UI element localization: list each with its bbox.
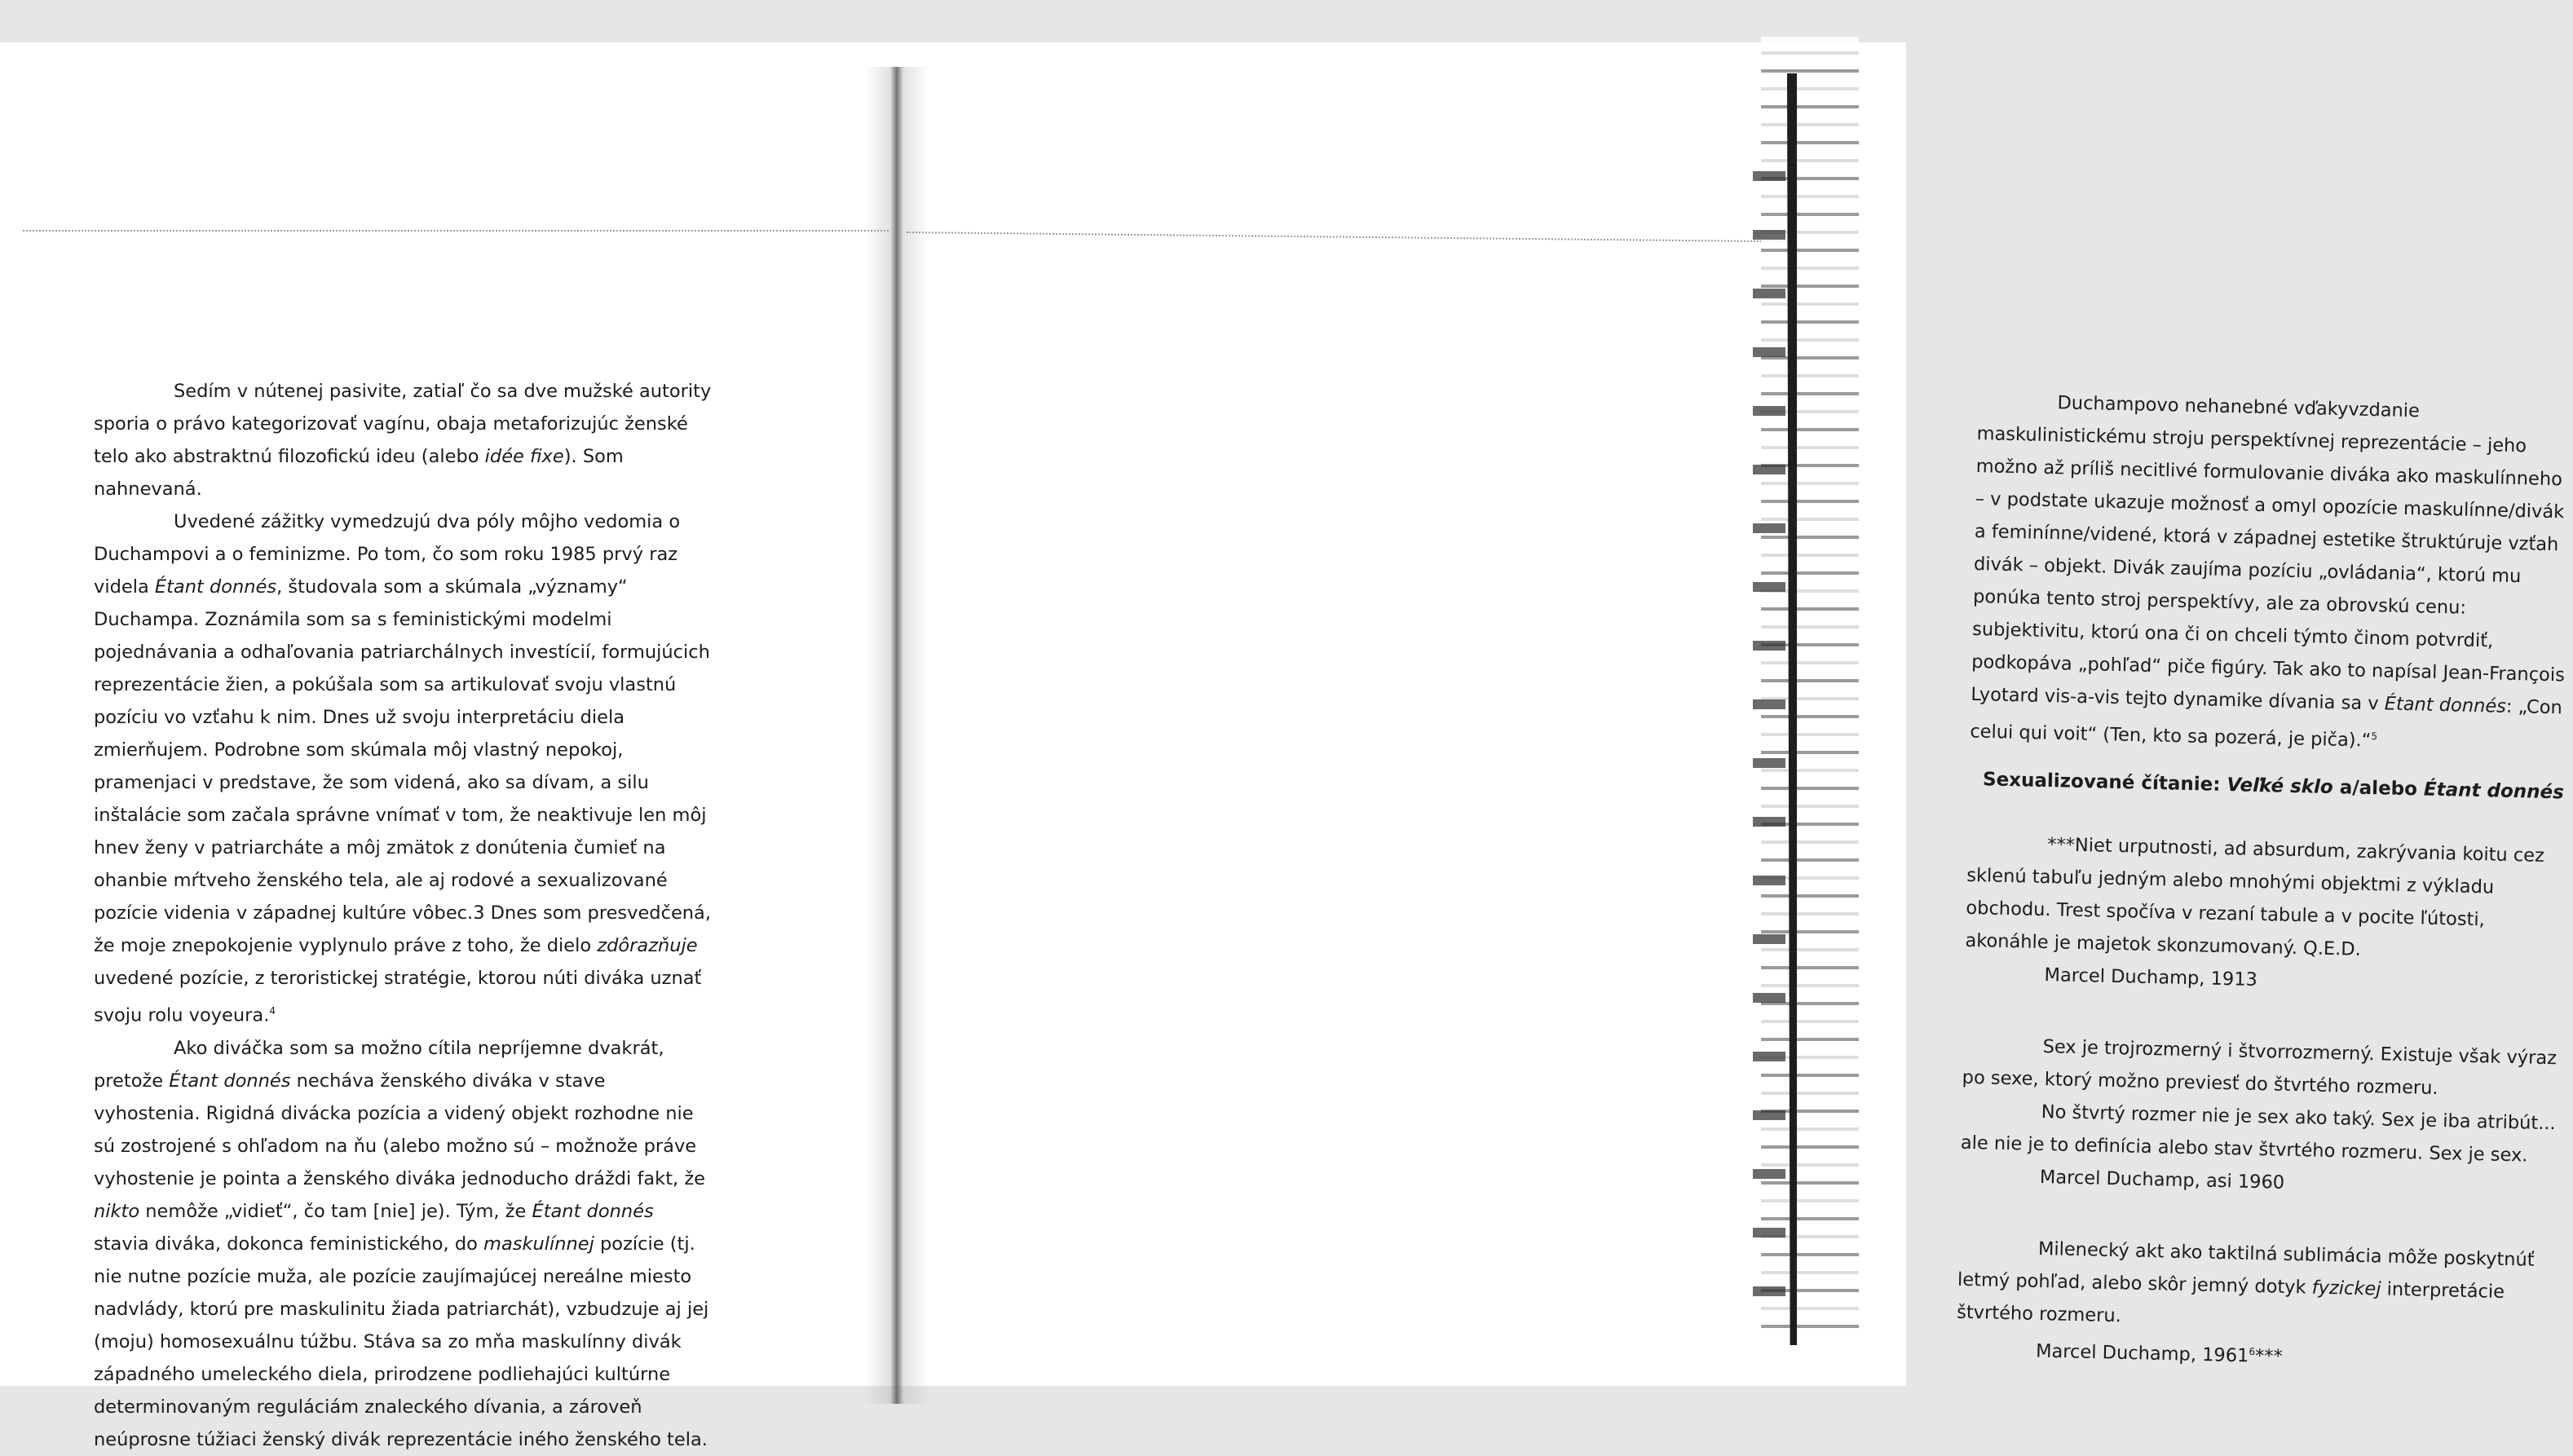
- text-run: ***Niet urputnosti, ad absurdum, zakrývania koitu cez sklenú tabuľu jedným alebo mnohými objektmi z výkladu obchodu. Trest spočíva v rezaní tabule a v pocite ľútosti, akonáhle je majetok skonzumovaný. Q.E.D.: [1965, 833, 2545, 960]
- text-run: Uvedené zážitky vymedzujú dva póly môjho vedomia o Duchampovi a o feminizme. Po tom, čo som roku 1985 prvý raz videla: [94, 511, 681, 598]
- quote-text: [1965, 826, 2562, 970]
- text-run: pozície (tj. nie nutne pozície muža, ale pozície zaujímajúcej nereálne miesto nadvlády, ktorú pre maskulinitu žiada patriarchát), vzbudzuje aj jej (moju) homosexuálnu túžbu. Stáva sa zo mňa maskulínny divák západného umeleckého diela, prirodzene podliehajúci kultúrne determinovaným reguláciám znaleckého dívania, a zároveň neúprosne túžiaci ženský divák reprezentácie iného ženského tela.: [94, 1233, 709, 1450]
- body-paragraph: [94, 1032, 713, 1456]
- text-run: interpretácie štvrtého rozmeru.: [1956, 1278, 2505, 1326]
- italic-text: Étant donnés: [2384, 693, 2507, 717]
- text-run: Duchampovo nehanebné vďakyvzdanie maskulinistickému stroju perspektívnej reprezentácie – jeho možno až príliš necitlivé formulovanie diváka ako maskulínneho – v podstate ukazuje možnosť a omyl opozície maskulínne/divák a feminínne/videné, ktorá v západnej estetike štruktúruje vzťah divák – objekt. Divák zaujíma pozíciu „ovládania“, ktorú mu ponúka tento stroj perspektívy, ale za obrovskú cenu: subjektivitu, ktorú ona či on chceli týmto činom potvrdiť, podkopáva „pohľad“ piče figúry. Tak ako to napísal Jean-François Lyotard vis-a-vis tejto dynamike dívania sa v: [1971, 392, 2566, 715]
- text-run: ***: [2254, 1345, 2284, 1367]
- italic-text: Étant donnés: [169, 1070, 291, 1092]
- italic-text: Veľké sklo: [2227, 774, 2334, 798]
- text-run: Sedím v nútenej pasivite, zatiaľ čo sa dve mužské autority sporia o právo kategorizovať vagínu, obaja metaforizujúc ženské telo ako abstraktnú filozofickú ideu (alebo: [94, 381, 712, 467]
- body-paragraph: [94, 375, 713, 505]
- text-run: Marcel Duchamp, asi 1960: [2039, 1166, 2285, 1193]
- footnote-ref: 4: [269, 1005, 276, 1017]
- header-rule-left: [23, 230, 889, 232]
- text-run: : „Con celui qui voit“ (Ten, kto sa pozerá, je piča).“: [1970, 695, 2563, 752]
- header-rule-right: [907, 232, 1787, 242]
- text-run: , študovala som a skúmala „významy“ Duchampa. Zoznámila som sa s feministickými modelmi pojednávania a odhaľovania patriarchálnych investícií, formujúcich reprezentácie žien, a pokúšala som sa artikulovať svoju vlastnú pozíciu vo vzťahu k nim. Dnes už svoju interpretáciu diela zmierňujem. Podrobne som skúmala môj vlastný nepokoj, pramenjaci v predstave, že som videná, ako sa dívam, a silu inštalácie som začala správne vnímať v tom, že neaktivuje len môj hnev ženy v patriarcháte a môj zmätok z donútenia čumieť na ohanbie mŕtveho ženského tela, ale aj rodové a sexualizované pozície videnia v západnej kultúre vôbec.3 Dnes som presvedčená, že moje znepokojenie vyplynulo práve z toho, že dielo: [94, 576, 711, 956]
- intro-paragraph: [1970, 385, 2573, 761]
- text-run: necháva ženského diváka v stave vyhostenia. Rigidná divácka pozícia a videný objekt rozhodne nie sú zostrojené s ohľadom na ňu (alebo možno sú – možnože práve vyhostenie je pointa a ženského diváka jednoducho dráždi fakt, že: [94, 1070, 705, 1189]
- text-run: Ako diváčka som sa možno cítila nepríjemne dvakrát, pretože: [94, 1037, 664, 1092]
- left-page-body: [94, 375, 713, 1456]
- text-run: No štvrtý rozmer nie je sex ako taký. Sex je iba atribút... ale nie je to definícia alebo stav štvrtého rozmeru. Sex je sex.: [1960, 1101, 2557, 1167]
- epigraph-quote: [1960, 1028, 2558, 1205]
- italic-text: nikto: [94, 1200, 140, 1222]
- left-page: [0, 42, 895, 1450]
- epigraph-quote: [1956, 1230, 2554, 1379]
- text-run: ). Som nahnevaná.: [94, 446, 624, 500]
- text-run: Sexualizované čítanie:: [1982, 768, 2227, 796]
- text-run: Marcel Duchamp, 1961: [2035, 1339, 2249, 1366]
- footnote-ref: 5: [2371, 730, 2378, 743]
- italic-text: Étant donnés: [2423, 779, 2565, 803]
- book-spread: [0, 42, 2566, 1450]
- italic-text: maskulínnej: [483, 1233, 594, 1255]
- text-run: stavia diváka, dokonca feministického, do: [94, 1233, 484, 1255]
- quote-text: [1957, 1230, 2554, 1342]
- italic-text: Étant donnés: [154, 576, 277, 598]
- epigraph-quote: [1964, 826, 2562, 1003]
- italic-text: zdôrazňuje: [597, 935, 698, 956]
- text-run: uvedené pozície, z teroristickej stratégie, ktorou núti diváka uznať svoju rolu voyeura.: [94, 968, 702, 1026]
- page-edge-marks: [1753, 122, 1785, 1345]
- right-page-body: [1955, 385, 2573, 1418]
- body-paragraph: [94, 505, 713, 1032]
- text-run: Milenecký akt ako taktilná sublimácia môže poskytnúť letmý pohľad, alebo skôr jemný dotyk: [1957, 1238, 2535, 1299]
- footnote-ref: 6: [2249, 1345, 2256, 1357]
- italic-text: Étant donnés: [532, 1200, 654, 1222]
- text-run: Sex je trojrozmerný i štvorrozmerný. Existuje však výraz po sexe, ktorý možno previesť do štvrtého rozmeru.: [1962, 1035, 2558, 1099]
- text-run: Marcel Duchamp, 1913: [2044, 964, 2258, 991]
- section-heading: [1969, 762, 2565, 809]
- text-run: nemôže „vidieť“, čo tam [nie] je). Tým, že: [139, 1200, 532, 1222]
- italic-text: fyzickej: [2311, 1277, 2381, 1300]
- italic-text: idée fixe: [484, 446, 564, 467]
- epigraph-quotes: [1956, 826, 2563, 1379]
- text-run: a/alebo: [2332, 776, 2425, 801]
